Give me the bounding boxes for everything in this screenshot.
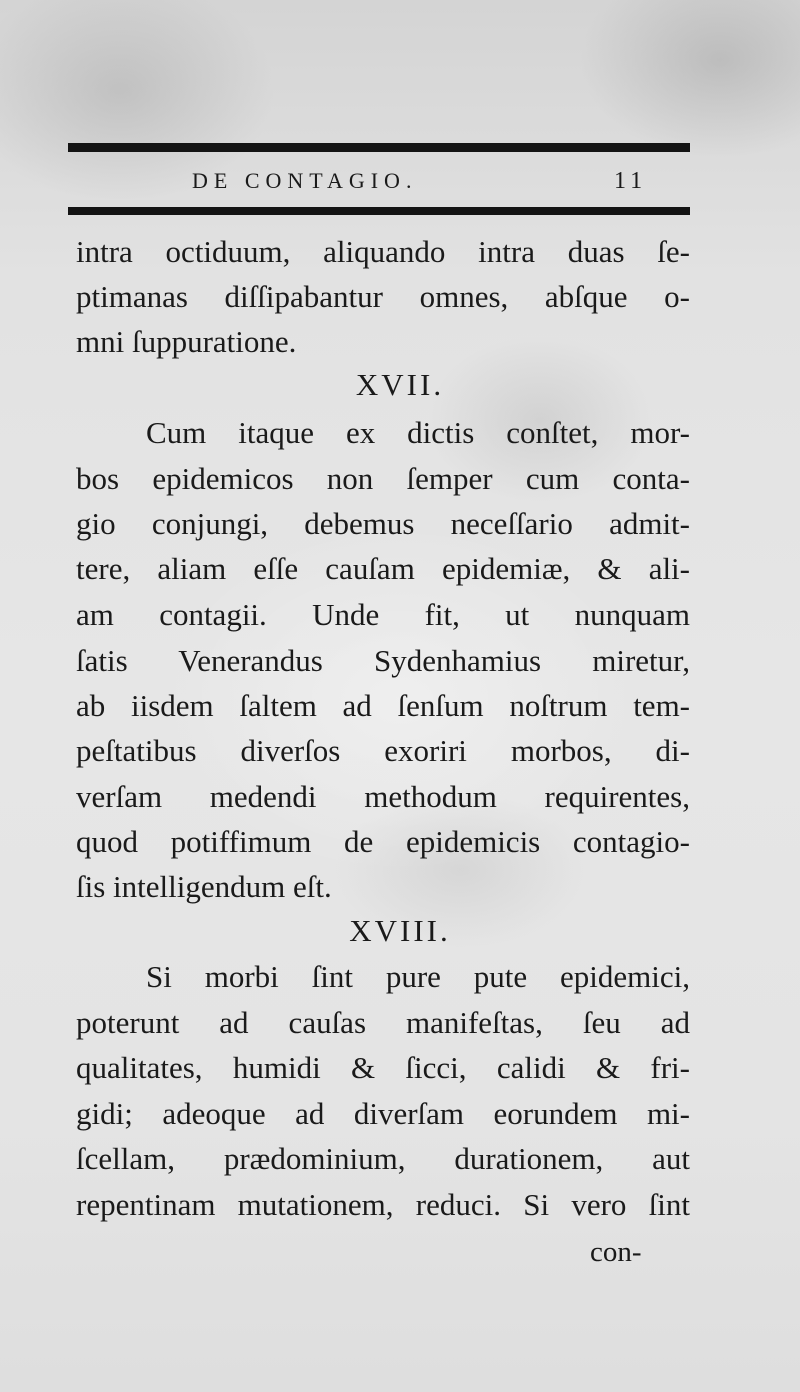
text-line: poterunt ad cauſas manifeſtas, ſeu ad	[76, 1005, 690, 1040]
header-rule-bottom	[68, 207, 690, 215]
text-line: quod potiffimum de epidemicis contagio-	[76, 824, 690, 859]
text-line: qualitates, humidi & ſicci, calidi & fri-	[76, 1050, 690, 1085]
text-line: gio conjungi, debemus neceſſario admit-	[76, 506, 690, 541]
text-line: ſcellam, prædominium, durationem, aut	[76, 1141, 690, 1176]
text-line: intra octiduum, aliquando intra duas ſe-	[76, 234, 690, 269]
text-line: Si morbi ſint pure pute epidemici,	[146, 959, 690, 994]
text-line: ab iisdem ſaltem ad ſenſum noſtrum tem-	[76, 688, 690, 723]
catchword: con-	[590, 1236, 642, 1268]
running-head	[0, 166, 800, 200]
text-line: ſis intelligendum eſt.	[76, 869, 332, 904]
text-line: verſam medendi methodum requirentes,	[76, 779, 690, 814]
text-line: peſtatibus diverſos exoriri morbos, di-	[76, 733, 690, 768]
text-line: tere, aliam eſſe cauſam epidemiæ, & ali-	[76, 551, 690, 586]
text-line: gidi; adeoque ad diverſam eorundem mi-	[76, 1096, 690, 1131]
running-head-title: DE CONTAGIO.	[192, 168, 418, 193]
section-heading-17: XVII.	[355, 367, 445, 402]
text-line: Cum itaque ex dictis conſtet, mor-	[146, 415, 690, 450]
text-line: repentinam mutationem, reduci. Si vero ſint	[76, 1187, 690, 1222]
page-number: 11	[614, 168, 648, 194]
text-line: am contagii. Unde fit, ut nunquam	[76, 597, 690, 632]
header-rule-top	[68, 143, 690, 152]
text-line: ptimanas diſſipabantur omnes, abſque o-	[76, 279, 690, 314]
text-line: mni ſuppuratione.	[76, 324, 297, 359]
text-line: ſatis Venerandus Sydenhamius miretur,	[76, 643, 690, 678]
section-heading-18: XVIII.	[349, 913, 451, 948]
text-line: bos epidemicos non ſemper cum conta-	[76, 461, 690, 496]
